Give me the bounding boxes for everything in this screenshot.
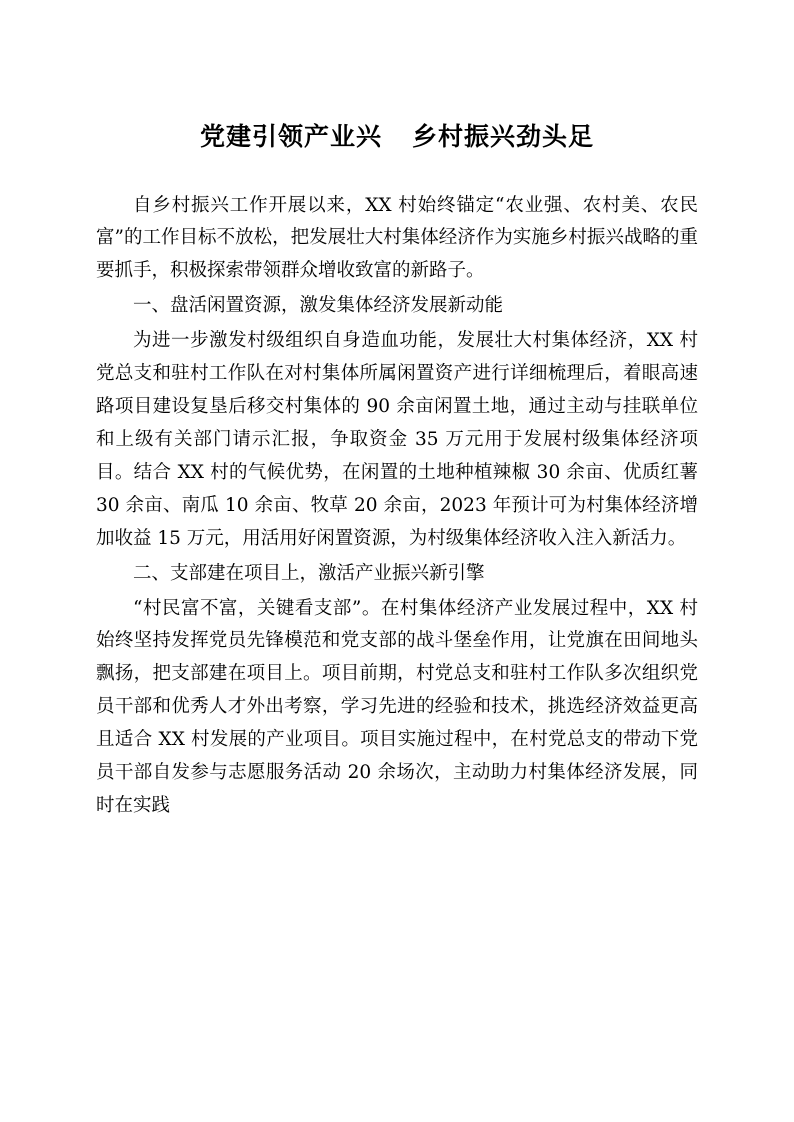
body-paragraph-1: 自乡村振兴工作开展以来，XX 村始终锚定“农业强、农村美、农民富”的工作目标不放松，把发展壮大村集体经济作为实施乡村振兴战略的重要抓手，积极探索带领群众增收致富的新路子。 — [96, 194, 698, 282]
section-heading-1: 一、盘活闲置资源，激发集体经济发展新动能 — [133, 295, 504, 317]
page-title-part-1: 党建引领产业兴 — [199, 122, 382, 151]
body-paragraph-3: “村民富不富，关键看支部”。在村集体经济产业发展过程中，XX 村始终坚持发挥党员先锋模范和党支部的战斗堡垒作用，让党旗在田间地头飘扬，把支部建在项目上。项目前期，村党总支和驻村工作队多次组织党员干部和优秀人才外出考察，学习先进的经验和技术，挑选经济效益更高且适合 XX 村发展的产业项目。项目实施过程中，在村党总支的带动下党员干部自发参与志愿服务活动 20 余场次，主动助力村集体经济发展，同时在实践 — [96, 597, 698, 817]
section-heading-2: 二、支部建在项目上，激活产业振兴新引擎 — [133, 562, 485, 584]
body-paragraph-2: 为进一步激发村级组织自身造血功能，发展壮大村集体经济，XX 村党总支和驻村工作队在对村集体所属闲置资产进行详细梳理后，着眼高速路项目建设复垦后移交村集体的 90 余亩闲置土地，通过主动与挂联单位和上级有关部门请示汇报，争取资金 35 万元用于发展村级集体经济项目。结合 XX 村的气候优势，在闲置的土地种植辣椒 30 余亩、优质红薯 30 余亩、南瓜 10 余亩、牧草 20 余亩，2023 年预计可为村集体经济增加收益 15 万元，用活用好闲置资源，为村级集体经济收入注入新活力。 — [96, 330, 698, 549]
page-title — [96, 118, 698, 156]
page-title-part-2: 乡村振兴劲头足 — [412, 122, 595, 151]
